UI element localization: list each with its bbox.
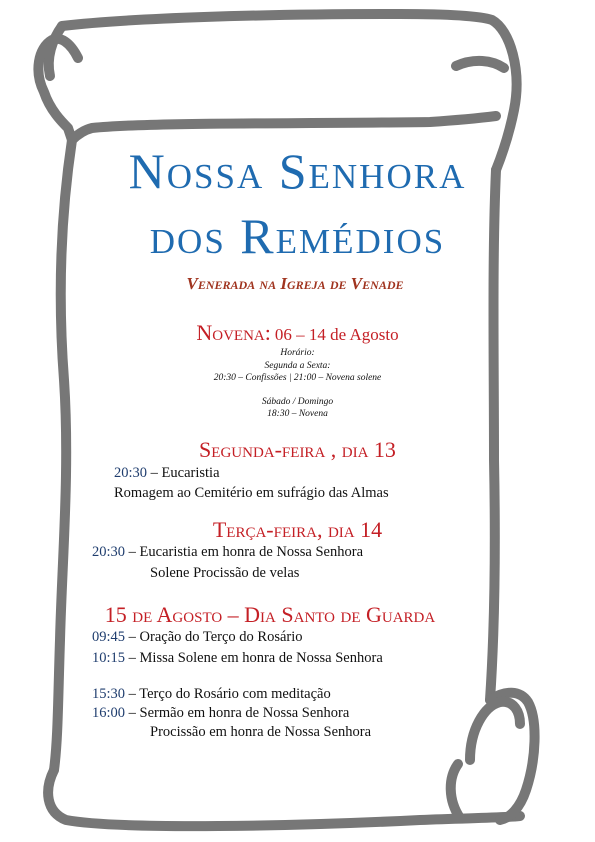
event: – Sermão em honra de Nossa Senhora [125, 705, 350, 721]
event: – Oração do Terço do Rosário [125, 629, 303, 645]
weekday-times: 20:30 – Confissões | 21:00 – Novena solene [213, 373, 382, 383]
event: Romagem ao Cemitério em sufrágio das Almas [114, 485, 389, 501]
weekdays-label: Segunda a Sexta: [264, 361, 331, 371]
holyday-heading: 15 de Agosto – Dia Santo de Guarda [104, 602, 436, 627]
monday-item-1 [114, 465, 220, 482]
time: 20:30 [114, 465, 148, 481]
time: 15:30 [92, 686, 126, 702]
holyday-item-4 [92, 705, 349, 722]
time: 10:15 [92, 650, 126, 666]
holyday-item-5 [150, 724, 371, 741]
novena-heading [0, 320, 595, 346]
monday-heading: Segunda-feira , dia 13 [199, 437, 396, 462]
event: – Eucaristia em honra de Nossa Senhora [125, 544, 363, 560]
tuesday-item-2 [150, 565, 299, 582]
title-line-1: Nossa Senhora [128, 143, 467, 199]
weekend-times: 18:30 – Novena [267, 409, 328, 419]
time: 20:30 [92, 544, 126, 560]
event: – Terço do Rosário com meditação [125, 686, 331, 702]
time: 16:00 [92, 705, 126, 721]
event: Procissão em honra de Nossa Senhora [150, 724, 372, 740]
holyday-item-3 [92, 686, 331, 703]
holyday-item-2 [92, 650, 383, 667]
tuesday-item-1 [92, 544, 363, 561]
novena-dates: 06 – 14 de Agosto [274, 325, 399, 344]
schedule-label: Horário: [280, 348, 315, 358]
novena-label: Novena: [196, 320, 271, 345]
subtitle: Venerada na Igreja de Venade [186, 274, 404, 293]
monday-item-2 [114, 485, 389, 502]
event: Solene Procissão de velas [150, 565, 300, 581]
holyday-item-1 [92, 629, 303, 646]
time: 09:45 [92, 629, 126, 645]
weekend-label: Sábado / Domingo [261, 397, 334, 407]
event: – Missa Solene em honra de Nossa Senhora [125, 650, 383, 666]
event: – Eucaristia [147, 465, 220, 481]
title-line-2: dos Remédios [149, 208, 446, 264]
tuesday-heading: Terça-feira, dia 14 [212, 517, 383, 542]
